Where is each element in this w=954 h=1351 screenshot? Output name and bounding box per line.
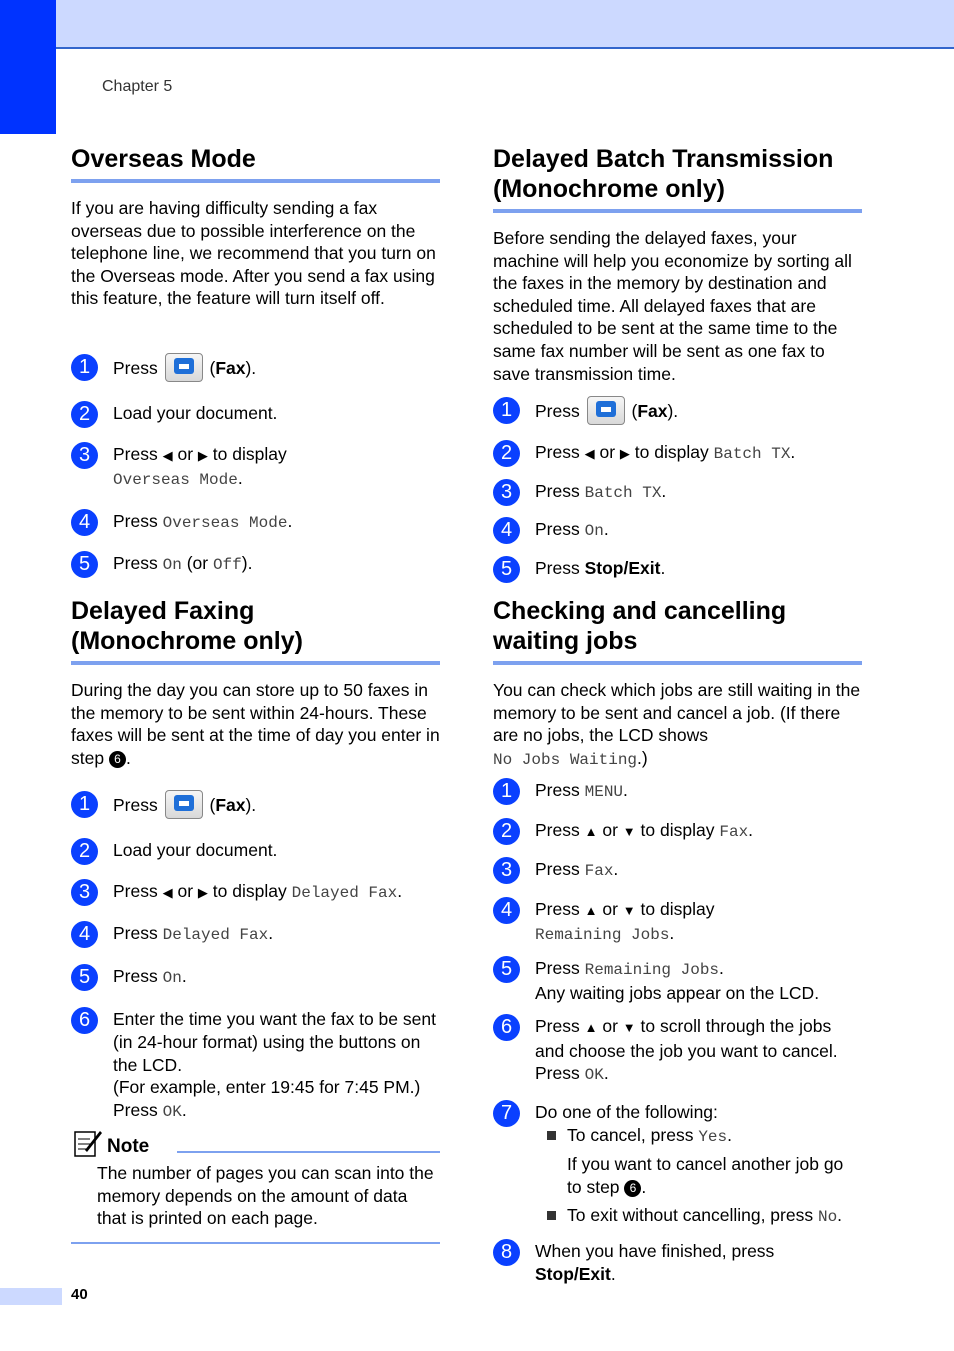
fax-key-icon xyxy=(587,396,625,425)
section-title: Delayed Faxing (Monochrome only) xyxy=(71,596,440,665)
step-number: 3 xyxy=(71,442,98,469)
section-title: Checking and cancelling waiting jobs xyxy=(493,596,862,665)
section-delayed-faxing xyxy=(71,596,440,769)
step: 3 Press Fax. xyxy=(493,858,862,883)
step-number: 6 xyxy=(493,1014,520,1041)
step-number: 2 xyxy=(493,440,520,467)
chapter-label: Chapter 5 xyxy=(102,78,173,95)
page-number: 40 xyxy=(71,1286,88,1303)
step-number: 3 xyxy=(493,479,520,506)
section-intro: You can check which jobs are still waiting in the memory to be sent and cancel a job. (If there are no jobs, the LCD shows No Jobs Waiting.) xyxy=(493,680,861,769)
step: 5 Press Stop/Exit. xyxy=(493,557,862,580)
up-arrow-icon: ▲ xyxy=(584,823,598,839)
step: 2 Load your document. xyxy=(71,839,440,862)
step: 3 Press ◀ or ▶ to display Overseas Mode. xyxy=(71,443,440,492)
step-number: 1 xyxy=(71,791,98,818)
section-intro: Before sending the delayed faxes, your machine will help you economize by sorting all the faxes in the memory by destination and scheduled time. All delayed faxes that are scheduled to be sent at the same time to the same fax number will be sent as one fax to save transmission time. xyxy=(493,228,852,384)
right-arrow-icon: ▶ xyxy=(197,884,208,900)
step-ref-icon: 6 xyxy=(109,751,126,768)
step: 2 Press ◀ or ▶ to display Batch TX. xyxy=(493,441,862,466)
down-arrow-icon: ▼ xyxy=(622,823,636,839)
left-arrow-icon: ◀ xyxy=(162,884,173,900)
up-arrow-icon: ▲ xyxy=(584,1020,598,1036)
chapter-tab xyxy=(0,0,56,134)
note-pencil-icon xyxy=(73,1128,103,1158)
step-number: 2 xyxy=(493,818,520,845)
bullet-square-icon xyxy=(547,1211,556,1220)
delayed-faxing-steps xyxy=(71,792,440,1123)
step-number: 4 xyxy=(71,921,98,948)
step-ref-icon: 6 xyxy=(624,1180,641,1197)
section-batch xyxy=(493,144,862,385)
note-text: The number of pages you can scan into the memory depends on the amount of data that is printed on each page. xyxy=(97,1163,434,1229)
step-number: 5 xyxy=(493,556,520,583)
step-number: 8 xyxy=(493,1239,520,1266)
bullet-square-icon xyxy=(547,1131,556,1140)
left-arrow-icon: ◀ xyxy=(584,446,595,461)
step: 6 Enter the time you want the fax to be sent (in 24-hour format) using the buttons on the LCD. (For example, enter 19:45 for 7:45 PM.) Press OK. xyxy=(71,1008,440,1123)
step-number: 4 xyxy=(493,897,520,924)
page-tab xyxy=(0,1288,62,1305)
step: 4 Press Delayed Fax. xyxy=(71,922,440,947)
section-intro: During the day you can store up to 50 faxes in the memory to be sent within 24-hours. These faxes will be sent at the time of day you enter in step 6 . xyxy=(71,680,440,768)
step: 1 Press MENU. xyxy=(493,779,862,804)
section-title: Overseas Mode xyxy=(71,144,440,183)
step: 2 Press ▲ or ▼ to display Fax. xyxy=(493,819,862,844)
note-box xyxy=(71,1128,440,1244)
header-band xyxy=(0,0,954,49)
step: 6 Press ▲ or ▼ to scroll through the jobs and choose the job you want to cancel. Press OK. xyxy=(493,1015,862,1087)
step: 8 When you have finished, press Stop/Exit. xyxy=(493,1240,862,1285)
section-intro: If you are having difficulty sending a fax overseas due to possible interference on the telephone line, we recommend that you turn on the Overseas mode. After you send a fax using this feature, the feature will turn itself off. xyxy=(71,198,436,309)
step-number: 1 xyxy=(493,778,520,805)
step: 4 Press Overseas Mode. xyxy=(71,510,440,535)
right-arrow-icon: ▶ xyxy=(197,447,208,463)
step: 3 Press Batch TX. xyxy=(493,480,862,505)
step-number: 4 xyxy=(71,509,98,536)
step-number: 1 xyxy=(493,397,520,424)
step: 5 Press Remaining Jobs. Any waiting jobs appear on the LCD. xyxy=(493,957,862,1004)
section-title: Delayed Batch Transmission (Monochrome only) xyxy=(493,144,862,213)
section-overseas xyxy=(71,144,440,310)
step: 2 Load your document. xyxy=(71,402,440,425)
right-arrow-icon: ▶ xyxy=(619,446,630,461)
step-number: 5 xyxy=(71,551,98,578)
step: 5 Press On. xyxy=(71,965,440,990)
step: 1 Press (Fax). xyxy=(71,355,440,384)
step-number: 1 xyxy=(71,354,98,381)
down-arrow-icon: ▼ xyxy=(622,902,636,918)
step: 1 Press (Fax). xyxy=(71,792,440,821)
note-rule xyxy=(177,1151,440,1153)
batch-steps xyxy=(493,398,862,579)
down-arrow-icon: ▼ xyxy=(622,1020,636,1036)
step-number: 3 xyxy=(493,857,520,884)
step-number: 4 xyxy=(493,517,520,544)
step-number: 5 xyxy=(493,956,520,983)
fax-key-icon xyxy=(165,353,203,382)
step-number: 7 xyxy=(493,1100,520,1127)
step: 3 Press ◀ or ▶ to display Delayed Fax. xyxy=(71,880,440,905)
sub-list xyxy=(493,1124,862,1229)
sub-item: To exit without cancelling, press No. xyxy=(541,1204,862,1229)
note-title: Note xyxy=(107,1136,150,1157)
overseas-steps xyxy=(71,355,440,577)
fax-key-icon xyxy=(165,790,203,819)
step: 5 Press On (or Off). xyxy=(71,552,440,577)
step: 4 Press ▲ or ▼ to display Remaining Jobs. xyxy=(493,898,862,947)
step-number: 6 xyxy=(71,1007,98,1034)
step-number: 2 xyxy=(71,838,98,865)
step: 7 Do one of the following: To cancel, press Yes. If you want to cancel another job go to step 6 . To exit without cancelling, press No. xyxy=(493,1101,862,1229)
step-number: 5 xyxy=(71,964,98,991)
step: 4 Press On. xyxy=(493,518,862,543)
section-checking xyxy=(493,596,862,771)
checking-steps xyxy=(493,779,862,1285)
sub-item: To cancel, press Yes. If you want to cancel another job go to step 6 . xyxy=(541,1124,862,1199)
left-arrow-icon: ◀ xyxy=(162,447,173,463)
step-number: 2 xyxy=(71,401,98,428)
step: 1 Press (Fax). xyxy=(493,398,862,427)
step-number: 3 xyxy=(71,879,98,906)
up-arrow-icon: ▲ xyxy=(584,902,598,918)
